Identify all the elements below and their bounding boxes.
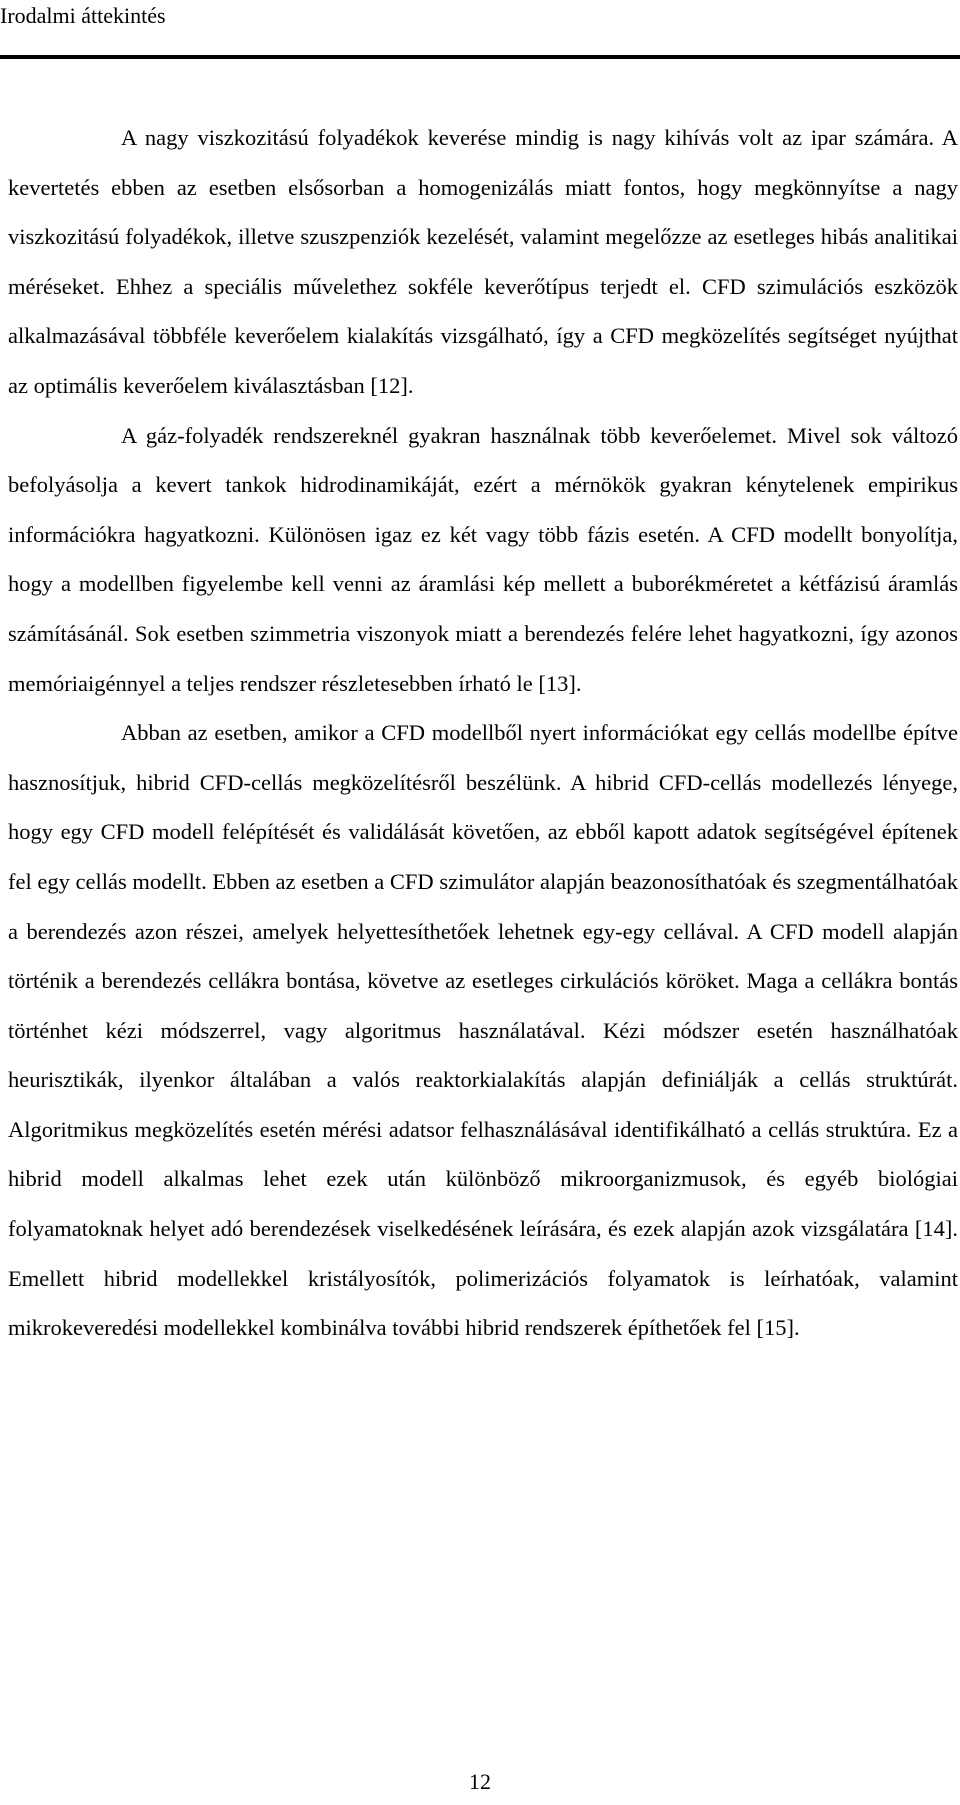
paragraph-gas-liquid-systems: A gáz-folyadék rendszereknél gyakran használnak több keverőelemet. Mivel sok változó befolyásolja a kevert tankok hidrodinamikáját, ezért a mérnökök gyakran kénytelenek empirikus információkra hagyatkozni. Különösen igaz ez két vagy több fázis esetén. A CFD modellt bonyolítja, hogy a modellben figyelembe kell venni az áramlási kép mellett a buborékméretet a kétfázisú áramlás számításánál. Sok esetben szimmetria viszonyok miatt a berendezés felére lehet hagyatkozni, így azonos memóriaigénnyel a teljes rendszer részletesebben írható le [13]. — [8, 422, 958, 696]
running-header: Irodalmi áttekintés — [0, 3, 166, 28]
header-divider — [0, 55, 960, 59]
page-number: 12 — [469, 1769, 491, 1794]
paragraph-mixing-viscous-fluids: A nagy viszkozitású folyadékok keverése mindig is nagy kihívás volt az ipar számára. A kevertetés ebben az esetben elsősorban a homogenizálás miatt fontos, hogy megkönnyítse a nagy viszkozitású folyadékok, illetve szuszpenziók kezelését, valamint megelőzze az esetleges hibás analitikai méréseket. Ehhez a speciális művelethez sokféle keverőtípus terjedt el. CFD szimulációs eszközök alkalmazásával többféle keverőelem kialakítás vizsgálható, így a CFD megközelítés segítséget nyújthat az optimális keverőelem kiválasztásban [12]. — [8, 125, 958, 398]
paragraph-hybrid-cfd-cell-model: Abban az esetben, amikor a CFD modellből nyert információkat egy cellás modellbe építve hasznosítjuk, hibrid CFD-cellás megközelítésről beszélünk. A hibrid CFD-cellás modellezés lényege, hogy egy CFD modell felépítését és validálását követően, az ebből kapott adatok segítségével építenek fel egy cellás modellt. Ebben az esetben a CFD szimulátor alapján beazonosíthatóak és szegmentálhatóak a berendezés azon részei, amelyek helyettesíthetőek lehetnek egy-egy cellával. A CFD modell alapján történik a berendezés cellákra bontása, követve az esetleges cirkulációs köröket. Maga a cellákra bontás történhet kézi módszerrel, vagy algoritmus használatával. Kézi módszer esetén használhatóak heurisztikák, ilyenkor általában a valós reaktorkialakítás alapján definiálják a cellás struktúrát. Algoritmikus megközelítés esetén mérési adatsor felhasználásával identifikálható a cellás struktúra. Ez a hibrid modell alkalmas lehet ezek után különböző mikroorganizmusok, és egyéb biológiai folyamatoknak helyet adó berendezések viselkedésének leírására, és ezek alapján azok vizsgálatára [14]. Emellett hibrid modellekkel kristályosítók, polimerizációs folyamatok is leírhatóak, valamint mikrokeveredési modellekkel kombinálva további hibrid rendszerek építhetőek fel [15]. — [8, 720, 958, 1341]
body-text — [8, 113, 958, 1353]
